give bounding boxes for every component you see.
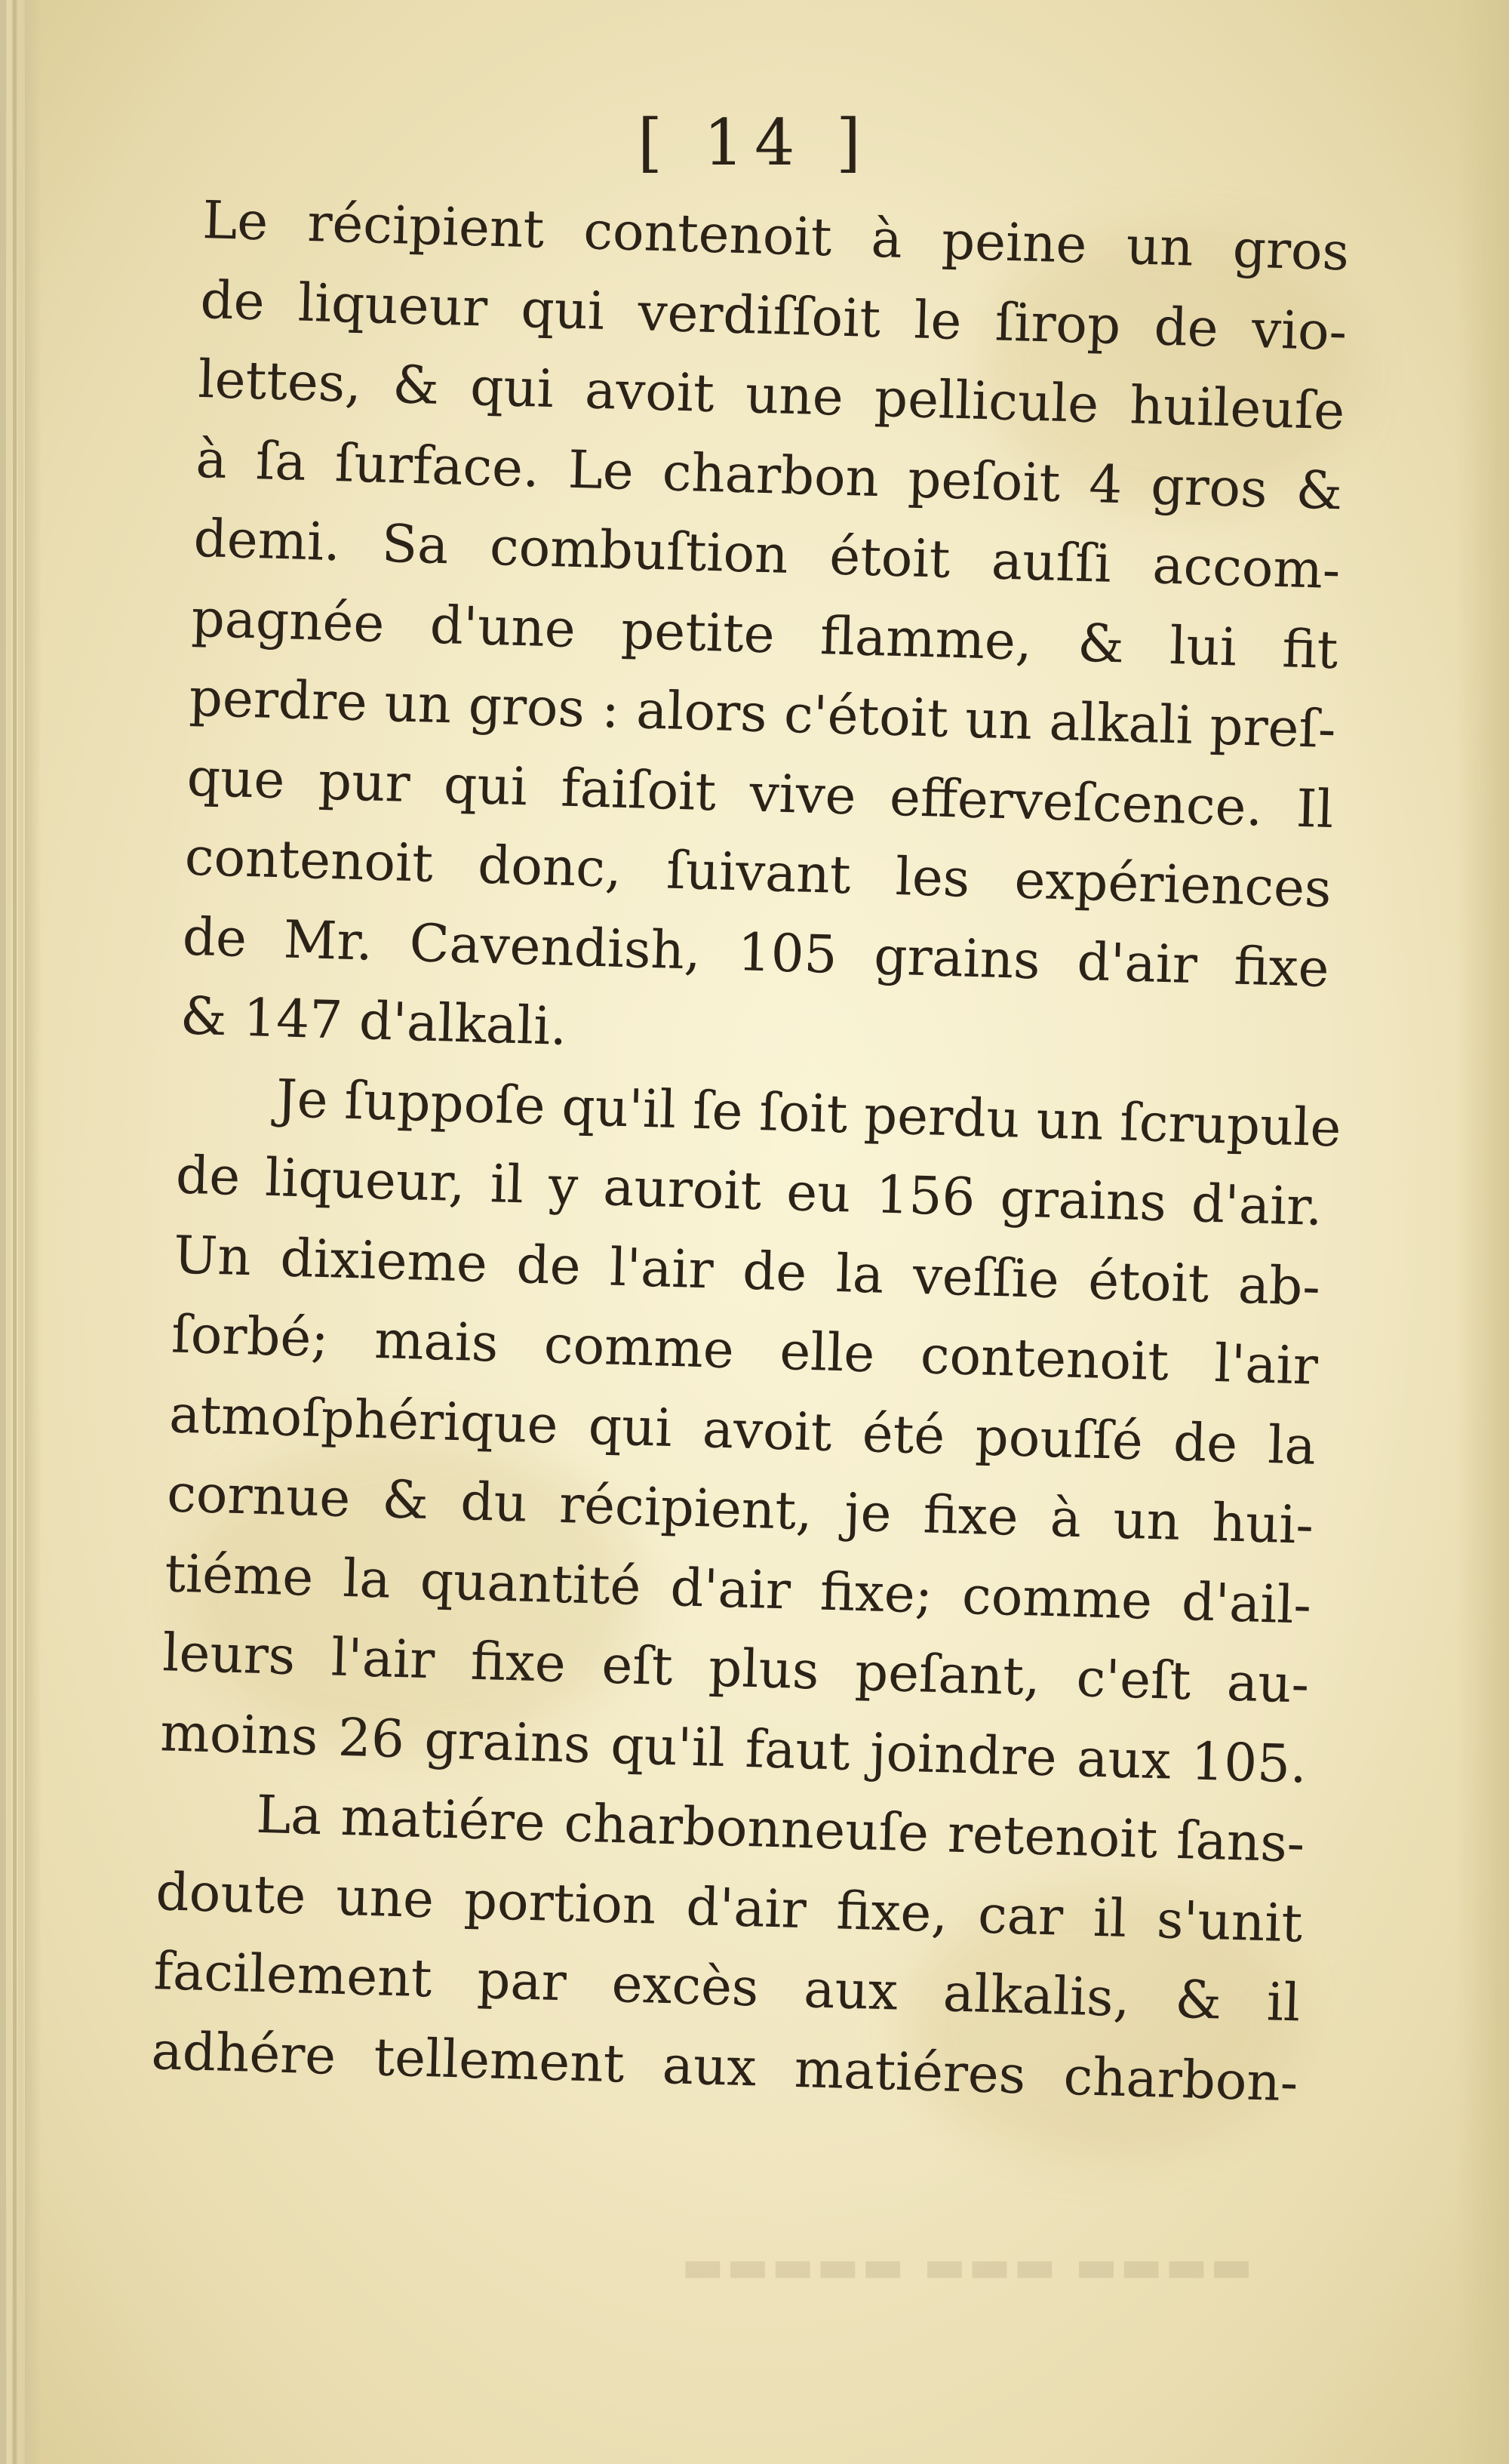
text-line: de Mr. Cavendish, 105 grains d'air fixe [181,906,1330,999]
text-line: Je ſuppoſe qu'il ſe ſoit perdu un ſcrupule [275,1068,1342,1159]
text-line: à ſa ſurface. Le charbon peſoit 4 gros & [195,429,1344,521]
paragraph-2 [159,1057,1342,1805]
page-right-edge-shading [1456,0,1509,2464]
body-text [150,181,1350,2123]
text-line: de liqueur, il y auroit eu 156 grains d'air. [175,1145,1323,1238]
text-line: cornue & du récipient, je fixe à un hui- [166,1463,1314,1556]
text-line: pagnée d'une petite flamme, & lui fit [190,588,1339,681]
show-through-bleed: ▬▬▬▬ ▬▬▬ ▬▬▬▬▬ [679,2240,1253,2293]
text-line: adhére tellement aux matiéres charbon- [150,2020,1299,2113]
text-line: tiéme la quantité d'air fixe; comme d'ail- [164,1543,1312,1636]
text-line: & 147 d'alkali. [179,986,568,1057]
text-line: demi. Sa combuſtion étoit auſſi accom- [192,508,1342,601]
page-number-header: [ 14 ] [638,106,871,180]
text-line: que pur qui faiſoit vive efferveſcence. Il [186,747,1335,840]
text-line: perdre un gros : alors c'étoit un alkali preſ- [188,667,1337,761]
page-stack-edge [18,0,23,2464]
text-line: atmoſphérique qui avoit été pouſſé de la [168,1383,1317,1477]
text-line: contenoit donc, ſuivant les expériences [183,826,1332,920]
text-line: Le récipient contenoit à peine un gros [201,189,1351,283]
binding-shadow [25,0,41,2464]
text-line: La matiére charbonneuſe retenoit ſans- [255,1784,1306,1875]
paragraph-3 [150,1773,1305,2123]
text-line: facilement par excès aux alkalis, & il [152,1941,1302,2034]
page-stack-edge [0,0,6,2464]
text-line: de liqueur qui verdiſſoit le ſirop de vio- [199,269,1348,362]
text-line: leurs l'air fixe eſt plus peſant, c'eſt au- [161,1623,1311,1715]
text-line: ſorbé; mais comme elle contenoit l'air [171,1304,1319,1397]
text-line: Un dixieme de l'air de la veſſie étoit ab- [173,1224,1321,1318]
paragraph-1 [180,181,1351,1088]
text-line: lettes, & qui avoit une pellicule huileuſe [197,349,1346,442]
page-stack-edge [7,0,11,2464]
text-line: doute une portion d'air fixe, car il s'unit [155,1861,1304,1955]
text-line: moins 26 grains qu'il faut joindre aux 105. [159,1702,1308,1795]
page-stack-edge [13,0,17,2464]
